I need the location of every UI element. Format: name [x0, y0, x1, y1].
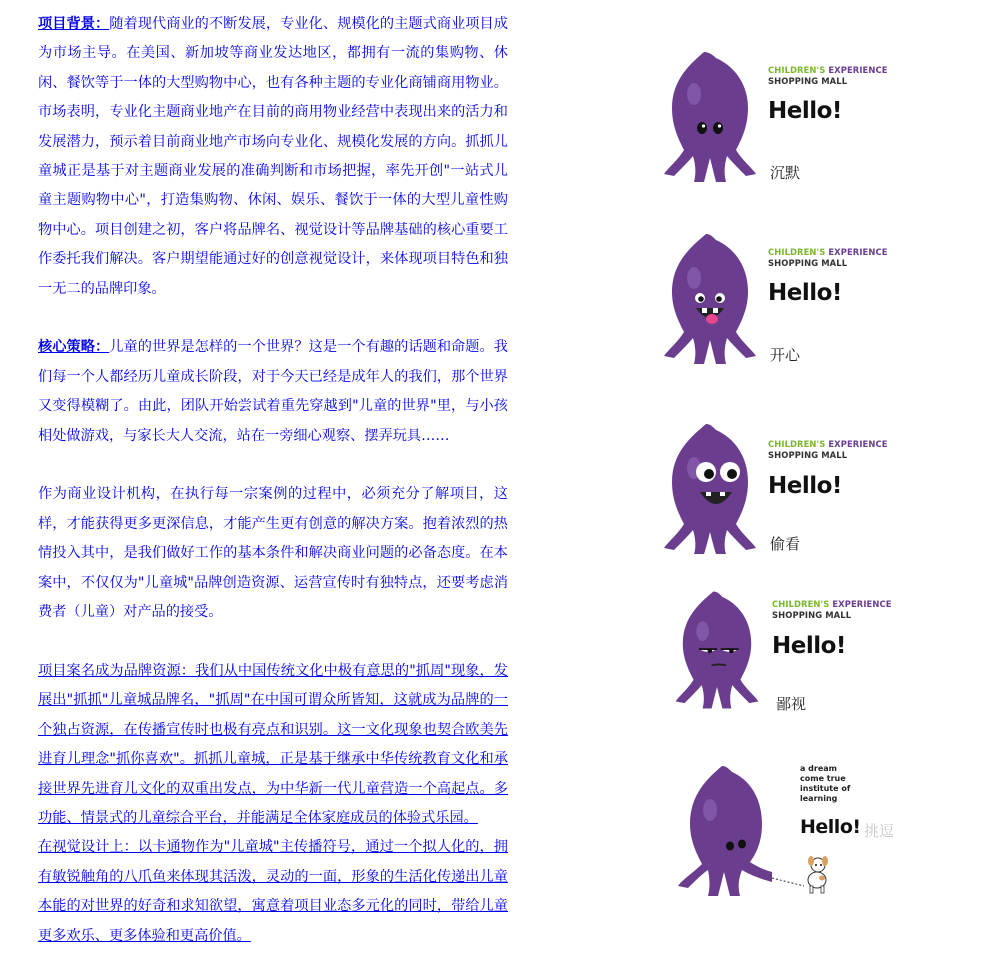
hello-text: Hello! — [768, 98, 842, 124]
octopus-mascot-icon — [660, 232, 760, 367]
hello-text: Hello! — [768, 473, 842, 499]
mascot-card-disdain — [672, 588, 902, 738]
octopus-mascot-icon — [672, 588, 762, 713]
paragraph-approach: 作为商业设计机构，在执行每一宗案例的过程中，必须充分了解项目，这样，才能获得更多更深信息，才能产生更有创意的解决方案。抱着浓烈的热情投入其中，是我们做好工作的基本条件和解决商业问题的必备态度。在本案中，不仅仅为"儿童城"品牌创造资源、运营宣传时有独特点，还要考虑消费者（儿童）对产品的接受。 — [38, 486, 508, 621]
mascot-card-peek — [660, 424, 890, 574]
article-body — [38, 10, 508, 951]
text-strategy: 儿童的世界是怎样的一个世界？这是一个有趣的话题和命题。我们每一个人都经历儿童成长阶段，对于今天已经是成年人的我们，那个世界又变得模糊了。由此，团队开始尝试着重先穿越到"儿童的世界"里，与小孩相处做游戏，与家长大人交流，站在一旁细心观察、摆弄玩具…… — [38, 339, 508, 444]
hello-text: Hello! — [800, 816, 861, 838]
puppy-icon — [808, 856, 828, 893]
brand-logo-text: CHILDREN'S EXPERIENCE SHOPPING MALL — [772, 599, 892, 620]
mascot-card-happy — [660, 232, 890, 382]
mood-label: 沉默 — [770, 164, 801, 182]
tagline-text: a dream come true institute of learning — [800, 764, 851, 803]
hello-text: Hello! — [772, 633, 846, 659]
paragraph-visual-design: 在视觉设计上：以卡通物作为"儿童城"主传播符号，通过一个拟人化的，拥有敏锐触角的八爪鱼来体现其活泼，灵动的一面，形象的生活化传递出儿童本能的对世界的好奇和求知欲望，寓意着项目业态多元化的同时，带给儿童更多欢乐、更多体验和更高价值。 — [38, 839, 508, 944]
mood-label: 鄙视 — [776, 695, 807, 713]
mood-label: 偷看 — [770, 535, 801, 553]
paragraph-strategy — [38, 333, 508, 451]
label-background: 项目背景： — [38, 16, 110, 32]
octopus-mascot-icon — [660, 424, 760, 559]
octopus-mascot-icon — [660, 50, 760, 185]
mood-label: 开心 — [770, 346, 801, 364]
text-background: 随着现代商业的不断发展，专业化、规模化的主题式商业项目成为市场主导。在美国、新加坡等商业发达地区，都拥有一流的集购物、休闲、餐饮等于一体的大型购物中心，也有各种主题的专业化商铺商用物业。市场表明，专业化主题商业地产在目前的商用物业经营中表现出来的活力和发展潜力，预示着目前商业地产市场向专业化、规模化发展的方向。抓抓儿童城正是基于对主题商业发展的准确判断和市场把握，率先开创"一站式儿童主题购物中心"，打造集购物、休闲、娱乐、餐饮于一体的大型儿童性购物中心。项目创建之初，客户将品牌名、视觉设计等品牌基础的核心重要工作委托我们解决。客户期望能通过好的创意视觉设计，来体现项目特色和独一无二的品牌印象。 — [38, 16, 508, 297]
brand-logo-text: CHILDREN'S EXPERIENCE SHOPPING MALL — [768, 247, 888, 268]
mood-label: 挑逗 — [864, 822, 895, 840]
paragraph-brand-name: 项目案名成为品牌资源：我们从中国传统文化中极有意思的"抓周"现象，发展出"抓抓"儿童城品牌名，"抓周"在中国可谓众所皆知，这就成为品牌的一个独占资源，在传播宣传时也极有亮点和识别。这一文化现象也契合欧美先进育儿理念"抓你喜欢"。抓抓儿童城，正是基于继承中华传统教育文化和承接世界先进育儿文化的双重出发点，为中华新一代儿童营造一个高起点。多功能、情景式的儿童综合平台，并能满足全体家庭成员的体验式乐园。 — [38, 662, 508, 826]
brand-logo-text: CHILDREN'S EXPERIENCE SHOPPING MALL — [768, 439, 888, 460]
hello-text: Hello! — [768, 280, 842, 306]
mascot-card-tease — [672, 762, 902, 912]
brand-logo-text: CHILDREN'S EXPERIENCE SHOPPING MALL — [768, 65, 888, 86]
mascot-card-silent — [660, 50, 890, 200]
label-strategy: 核心策略： — [38, 339, 110, 356]
paragraph-background — [38, 10, 508, 304]
